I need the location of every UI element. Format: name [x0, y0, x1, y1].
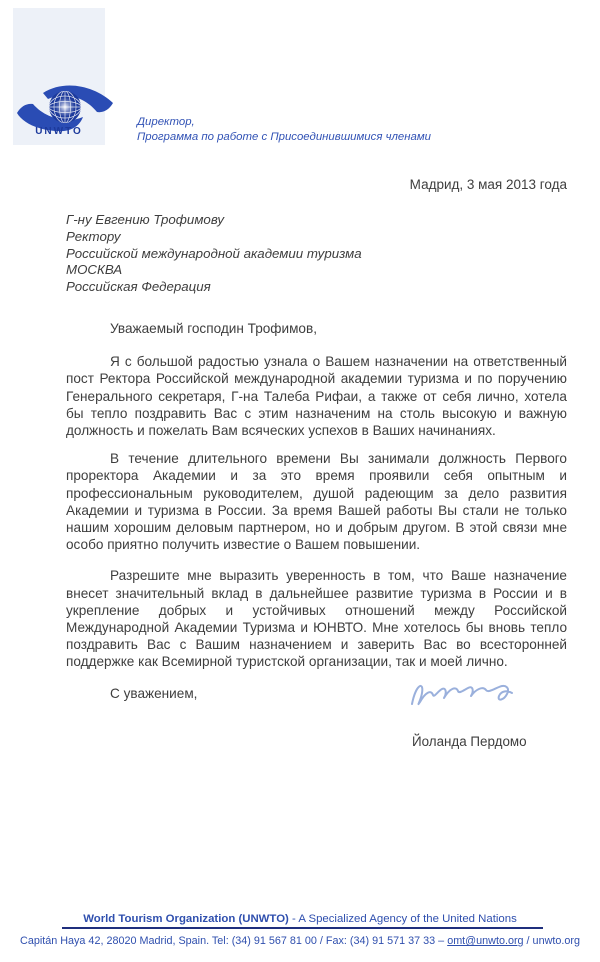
footer-org-suffix: - A Specialized Agency of the United Nations	[288, 913, 517, 925]
footer-org-name: World Tourism Organization (UNWTO)	[83, 913, 289, 925]
unwto-logo-box	[13, 8, 105, 145]
footer-website-text: / unwto.org	[523, 935, 580, 947]
footer-address-text: Capitán Haya 42, 28020 Madrid, Spain. Tel: (34) 91 567 81 00 / Fax: (34) 91 571 37 33 –	[20, 935, 448, 947]
paragraph-3: Разрешите мне выразить уверенность в том, что Ваше назначение внесет значительный вклад в дальнейшее развитие туризма в России и в укрепление добрых и устойчивых отношений между Российской Международной Академии Туризма и ЮНВТО. Мне хотелось бы вновь тепло поздравить Вас с Вашим назначением и заверить Вас во всесторонней поддержке как Всемирной туристской организации, так и моей лично.	[66, 568, 567, 670]
salutation: Уважаемый господин Трофимов,	[110, 321, 317, 336]
signer-name: Йоланда Пердомо	[412, 734, 527, 749]
footer-organization-line	[0, 913, 600, 925]
date-line: Мадрид, 3 мая 2013 года	[409, 177, 567, 192]
recipient-line: Г-ну Евгению Трофимову	[66, 212, 224, 227]
sender-title-line1: Директор,	[137, 116, 195, 128]
recipient-line: МОСКВА	[66, 262, 123, 278]
footer-divider	[62, 927, 543, 929]
unwto-globe-icon	[15, 84, 117, 132]
recipient-address	[66, 212, 362, 296]
recipient-line: Ректору	[66, 228, 121, 244]
sender-title-line2: Программа по работе с Присоединившимися членами	[137, 131, 431, 143]
letter-body	[66, 320, 567, 702]
footer-address-line	[0, 935, 600, 947]
paragraph-2: В течение длительного времени Вы занимали должность Первого проректора Академии и за это время проявили себя опытным и профессиональным руководителем, душой радеющим за дело развития Академии и туризма в России. За время Вашей работы Вы стали не только нашим хорошим деловым партнером, но и добрым другом. В этой связи мне особо приятно получить известие о Вашем повышении.	[66, 451, 567, 553]
footer-email-link[interactable]: omt@unwto.org	[447, 935, 524, 947]
closing: С уважением,	[110, 685, 198, 701]
unwto-logo-text: UNWTO	[35, 126, 83, 137]
signature-handwriting-icon	[408, 678, 540, 714]
recipient-line: Российской международной академии туризма	[66, 245, 362, 261]
paragraph-1: Я с большой радостью узнала о Вашем назначении на ответственный пост Ректора Российской международной академии туризма и по поручению Генерального секретаря, Г-на Талеба Рифаи, а также от себя лично, хотела бы тепло поздравить Вас с этим назначеним на столь высокую и важную должность и пожелать Вам всяческих успехов в Ваших начинаниях.	[66, 354, 567, 439]
sender-title	[137, 115, 431, 145]
recipient-line: Российская Федерация	[66, 279, 211, 295]
